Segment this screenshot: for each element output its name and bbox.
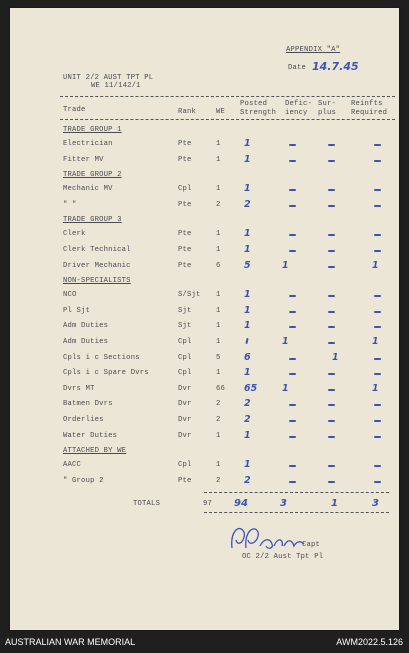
totals-rule-top <box>204 492 389 493</box>
row-trade: Pl Sjt <box>63 306 91 315</box>
row-posted: 65 <box>244 382 258 394</box>
row-trade: " " <box>63 200 77 209</box>
row-posted: 1 <box>244 138 251 149</box>
totals-deficient: 3 <box>280 498 287 509</box>
row-we: 1 <box>216 369 221 378</box>
row-rank: Dvr <box>178 384 192 393</box>
row-deficient: 1 <box>282 382 289 394</box>
row-trade: Fitter MV <box>63 155 104 164</box>
row-trade: " Group 2 <box>63 476 104 485</box>
row-posted: 2 <box>244 414 251 425</box>
nil-dash-mark <box>374 481 381 483</box>
row-trade: Adm Duties <box>63 322 109 331</box>
row-trade: Cpls i c Sections <box>63 353 140 362</box>
nil-dash-mark <box>328 160 335 162</box>
document-page <box>10 8 399 630</box>
row-we: 1 <box>216 322 221 331</box>
footer-institution: AUSTRALIAN WAR MEMORIAL <box>5 637 136 647</box>
handwritten-signature <box>226 518 316 558</box>
row-we: 1 <box>216 431 221 440</box>
trade-group-heading: TRADE GROUP 3 <box>63 216 122 225</box>
trade-group-heading: NON-SPECIALISTS <box>63 277 131 286</box>
row-we: 2 <box>216 476 221 485</box>
row-trade: Clerk <box>63 230 86 239</box>
nil-dash-mark <box>328 295 335 297</box>
row-we: 1 <box>216 291 221 300</box>
date-value: 14.7.45 <box>312 60 359 73</box>
row-trade: Dvrs MT <box>63 384 95 393</box>
row-we: 2 <box>216 400 221 409</box>
row-posted: 1 <box>244 429 251 441</box>
row-surplus: 1 <box>332 351 339 363</box>
nil-dash-mark <box>328 342 335 344</box>
header-surplus: Sur- plus <box>318 100 337 117</box>
we-reference: WE 11/142/1 <box>91 82 141 90</box>
row-we: 1 <box>216 338 221 346</box>
nil-dash-mark <box>374 295 381 297</box>
date-label: Date <box>288 64 307 72</box>
nil-dash-mark <box>374 436 381 438</box>
nil-dash-mark <box>374 311 381 313</box>
row-we: 66 <box>216 384 226 393</box>
row-we: 1 <box>216 230 221 239</box>
row-trade: Mechanic MV <box>63 185 113 194</box>
header-deficiency: Defic- iency <box>285 100 313 117</box>
row-rank: Pte <box>178 261 192 270</box>
nil-dash-mark <box>374 404 381 406</box>
row-rank: Pte <box>178 246 192 254</box>
row-rank: Pte <box>178 230 192 239</box>
nil-dash-mark <box>289 436 296 438</box>
row-we: 2 <box>216 416 221 424</box>
row-rank: Sjt <box>178 306 192 315</box>
unit-title: UNIT 2/2 AUST TPT PL <box>63 74 154 82</box>
nil-dash-mark <box>328 404 335 406</box>
nil-dash-mark <box>374 234 381 236</box>
nil-dash-mark <box>374 189 381 191</box>
totals-reinforcements: 3 <box>372 498 379 509</box>
row-trade: Cpls i c Spare Dvrs <box>63 369 149 378</box>
nil-dash-mark <box>289 160 296 162</box>
nil-dash-mark <box>374 144 381 146</box>
row-deficient: 1 <box>282 259 289 271</box>
signature-rank: Capt <box>302 541 321 549</box>
header-we: WE <box>216 108 226 116</box>
row-posted: 1 <box>244 153 251 165</box>
header-rank: Rank <box>178 108 197 116</box>
row-posted: 1 <box>244 304 251 316</box>
nil-dash-mark <box>374 358 381 360</box>
nil-dash-mark <box>289 373 296 375</box>
trade-group-heading: TRADE GROUP 1 <box>63 126 122 134</box>
header-rule-bottom <box>60 119 395 120</box>
nil-dash-mark <box>328 189 335 191</box>
row-posted: 1 <box>244 459 251 471</box>
nil-dash-mark <box>328 250 335 252</box>
nil-dash-mark <box>374 205 381 207</box>
row-posted: 1 <box>244 244 251 255</box>
totals-posted: 94 <box>234 498 248 509</box>
row-rank: Cpl <box>178 461 192 470</box>
row-trade: AACC <box>63 461 82 470</box>
nil-dash-mark <box>374 326 381 328</box>
row-we: 1 <box>216 306 221 315</box>
row-rank: Sjt <box>178 322 192 331</box>
nil-dash-mark <box>374 160 381 162</box>
row-rank: Pte <box>178 476 192 485</box>
row-rank: Pte <box>178 140 192 148</box>
nil-dash-mark <box>289 234 296 236</box>
tick-mark <box>245 338 248 344</box>
totals-we: 97 <box>203 500 213 508</box>
nil-dash-mark <box>328 326 335 328</box>
nil-dash-mark <box>289 481 296 483</box>
footer-accession: AWM2022.5.126 <box>336 637 403 647</box>
nil-dash-mark <box>289 144 296 146</box>
totals-rule-bottom <box>204 512 389 513</box>
row-rank: Pte <box>178 155 192 164</box>
row-rank: S/Sjt <box>178 291 201 300</box>
row-posted: 1 <box>244 183 251 195</box>
row-reinforcements: 1 <box>372 259 379 271</box>
row-trade: Electrician <box>63 140 113 148</box>
row-posted: 6 <box>244 351 251 363</box>
row-we: 1 <box>216 185 221 194</box>
row-reinforcements: 1 <box>372 336 379 347</box>
header-reinforcements: Reinfts Required <box>351 100 388 117</box>
row-deficient: 1 <box>282 336 289 347</box>
nil-dash-mark <box>289 205 296 207</box>
header-posted: Posted Strength <box>240 100 277 117</box>
row-posted: 1 <box>244 228 251 240</box>
header-trade: Trade <box>63 106 86 114</box>
nil-dash-mark <box>328 420 335 422</box>
trade-group-heading: ATTACHED BY WE <box>63 447 127 456</box>
row-trade: Clerk Technical <box>63 246 131 254</box>
nil-dash-mark <box>328 311 335 313</box>
nil-dash-mark <box>289 420 296 422</box>
row-trade: Adm Duties <box>63 338 109 346</box>
nil-dash-mark <box>328 373 335 375</box>
row-rank: Pte <box>178 200 192 209</box>
nil-dash-mark <box>374 465 381 467</box>
row-rank: Cpl <box>178 338 192 346</box>
nil-dash-mark <box>374 373 381 375</box>
nil-dash-mark <box>328 266 335 268</box>
row-rank: Cpl <box>178 185 192 194</box>
trade-group-heading: TRADE GROUP 2 <box>63 171 122 180</box>
row-rank: Dvr <box>178 431 192 440</box>
row-rank: Dvr <box>178 400 192 409</box>
nil-dash-mark <box>328 144 335 146</box>
footer-bar <box>0 633 409 653</box>
nil-dash-mark <box>328 436 335 438</box>
row-trade: NCO <box>63 291 77 300</box>
row-trade: Batmen Dvrs <box>63 400 113 409</box>
row-we: 1 <box>216 461 221 470</box>
row-rank: Cpl <box>178 369 192 378</box>
nil-dash-mark <box>289 326 296 328</box>
row-rank: Dvr <box>178 416 192 424</box>
nil-dash-mark <box>289 311 296 313</box>
row-posted: 5 <box>244 259 251 271</box>
row-trade: Driver Mechanic <box>63 261 131 270</box>
row-we: 1 <box>216 140 221 148</box>
nil-dash-mark <box>374 250 381 252</box>
nil-dash-mark <box>289 189 296 191</box>
nil-dash-mark <box>289 404 296 406</box>
nil-dash-mark <box>289 465 296 467</box>
row-posted: 2 <box>244 398 251 410</box>
row-posted: 1 <box>244 289 251 301</box>
header-rule-top <box>60 96 395 97</box>
row-we: 2 <box>216 200 221 209</box>
totals-label: TOTALS <box>133 500 161 508</box>
row-posted: 2 <box>244 198 251 210</box>
row-reinforcements: 1 <box>372 382 379 394</box>
row-posted: 2 <box>244 474 251 486</box>
row-we: 1 <box>216 155 221 164</box>
row-trade: Orderlies <box>63 416 104 424</box>
row-we: 1 <box>216 246 221 254</box>
nil-dash-mark <box>289 358 296 360</box>
nil-dash-mark <box>374 420 381 422</box>
nil-dash-mark <box>328 481 335 483</box>
signature-title: OC 2/2 Aust Tpt Pl <box>242 553 324 561</box>
row-posted: 1 <box>244 367 251 379</box>
row-we: 5 <box>216 353 221 362</box>
row-rank: Cpl <box>178 353 192 362</box>
row-we: 6 <box>216 261 221 270</box>
totals-surplus: 1 <box>331 498 338 509</box>
nil-dash-mark <box>328 389 335 391</box>
row-posted: 1 <box>244 320 251 332</box>
row-trade: Water Duties <box>63 431 118 440</box>
appendix-label: APPENDIX "A" <box>286 46 341 54</box>
nil-dash-mark <box>289 295 296 297</box>
nil-dash-mark <box>328 465 335 467</box>
nil-dash-mark <box>328 234 335 236</box>
nil-dash-mark <box>289 250 296 252</box>
nil-dash-mark <box>328 205 335 207</box>
